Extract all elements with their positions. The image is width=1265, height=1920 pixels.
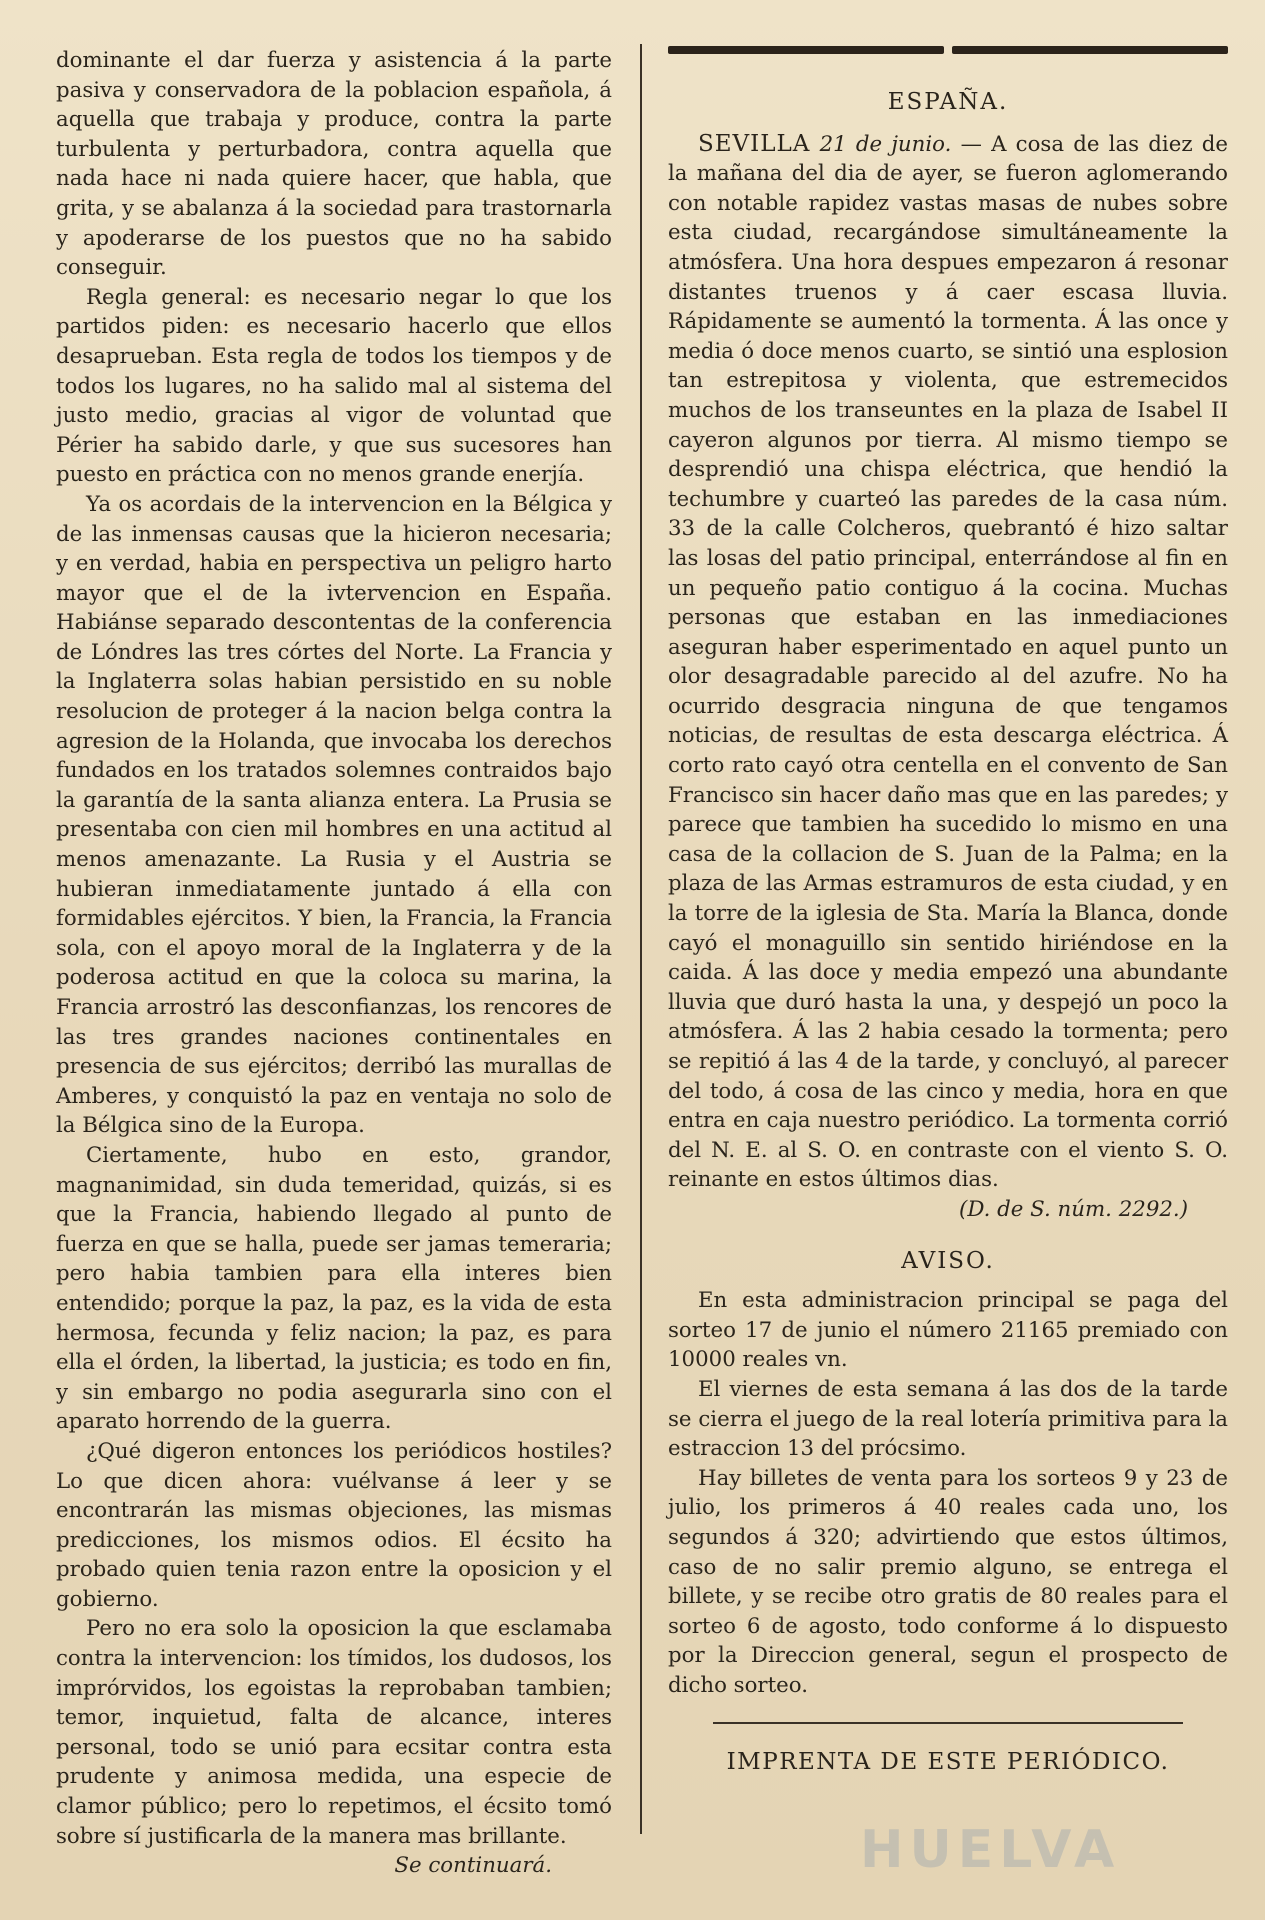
dateline-date: 21 de junio. (819, 131, 952, 157)
news-source-text: (D. de S. núm. 2292.) (959, 1196, 1188, 1222)
dateline-city: SEVILLA (698, 130, 811, 157)
aviso-paragraph-3: Hay billetes de venta para los sorteos 9 y 23 de julio, los primeros á 40 reales cada uno, los segundos á 320; advirtiendo que estos últimos, caso de no salir premio alguno, se entrega el billete, y se recibe otro gratis de 80 reales para el sorteo 6 de agosto, todo conforme á lo dispuesto por la Direccion general, segun el prospecto de dicho sorteo. (668, 1465, 1228, 1698)
left-paragraph-4: Ciertamente, hubo en esto, grandor, magnanimidad, sin duda temeridad, quizás, si es que la Francia, habiendo llegado al punto de fuerza en que se halla, puede ser jamas temeraria; pero habia tambien para ella interes bien entendido; porque la paz, la paz, es la vida de esta hermosa, fecunda y feliz nacion; la paz, es para ella el órden, la libertad, la justicia; es todo en fin, y sin embargo no podia asegurarla sino con el aparato horrendo de la guerra. (56, 1142, 612, 1435)
left-paragraph-5: ¿Qué digeron entonces los periódicos hostiles? Lo que dicen ahora: vuélvanse á leer y se encontrarán las mismas objeciones, las mismas predicciones, los mismos odios. El écsito ha probado quien tenia razon entre la oposicion y el gobierno. (56, 1438, 612, 1612)
library-watermark: HUELVA (860, 1820, 1121, 1880)
bottom-rule (713, 1722, 1183, 1724)
column-divider (640, 44, 642, 1834)
section-title-espana: ESPAÑA. (887, 89, 1009, 115)
section-title-aviso: AVISO. (901, 1247, 995, 1274)
continuation-note: Se continuará. (394, 1853, 552, 1879)
aviso-paragraph-2: El viernes de esta semana á las dos de la tarde se cierra el juego de la real lotería primitiva para la estraccion 13 del prócsimo. (668, 1376, 1228, 1462)
left-paragraph-6: Pero no era solo la oposicion la que esclamaba contra la intervencion: los tímidos, los dudosos, los imprórvidos, los egoistas la reprobaban tambien; temor, inquietud, falta de alcance, interes personal, todo se unió para ecsitar contra esta prudente y animosa medida, una especie de clamor público; pero lo repetimos, el écsito tomó sobre sí justificarla de la manera mas brillante. (56, 1616, 612, 1849)
left-column (56, 46, 612, 1881)
news-text: A cosa de las diez de la mañana del dia de ayer, se fueron aglomerando con notable rapidez vastas masas de nubes sobre esta ciudad, recargándose simultáneamente la atmósfera. Una hora despues empezaron á resonar distantes truenos y á caer escasa lluvia. Rápidamente se aumentó la tormenta. Á las once y media ó doce menos cuarto, se sintió una esplosion tan estrepitosa y violenta, que estremecidos muchos de los transeuntes en la plaza de Isabel II cayeron algunos por tierra. Al mismo tiempo se desprendió una chispa eléctrica, que hendió la techumbre y cuarteó las paredes de la casa núm. 33 de la calle Colcheros, quebrantó é hizo saltar las losas del patio principal, enterrándose al fin en un pequeño patio contiguo á la cocina. Muchas personas que estaban en las inmediaciones aseguran haber esperimentado en aquel punto un olor desagradable parecido al del azufre. No ha ocurrido desgracia ninguna de que tengamos noticias, de resultas de esta descarga eléctrica. Á corto rato cayó otra centella en el convento de San Francisco sin hacer daño mas que en las paredes; y parece que tambien ha sucedido lo mismo en una casa de la collacion de S. Juan de la Palma; en la plaza de las Armas estramuros de esta ciudad, y en la torre de la iglesia de Sta. María la Blanca, donde cayó el monaguillo sin sentido hiriéndose en la caida. Á las doce y media empezó una abundante lluvia que duró hasta la una, y despejó un poco la atmósfera. Á las 2 habia cesado la tormenta; pero se repitió á las 4 de la tarde, y concluyó, al parecer del todo, á cosa de las cinco y media, hora en que entra en caja nuestro periódico. La tormenta corrió del N. E. al S. O. en contraste con el viento S. O. reinante en estos últimos dias. (668, 131, 1228, 1193)
left-paragraph-2: Regla general: es necesario negar lo que los partidos piden: es necesario hacerlo que ellos desaprueban. Esta regla de todos los tiempos y de todos los lugares, no ha salido mal al sistema del justo medio, gracias al vigor de voluntad que Périer ha sabido darle, y que sus sucesores han puesto en práctica con no menos grande enerjía. (56, 284, 612, 488)
left-paragraph-1: dominante el dar fuerza y asistencia á la parte pasiva y conservadora de la poblacion española, á aquella que trabaja y produce, contra la parte turbulenta y perturbadora, contra aquella que nada hace ni nada quiere hacer, que habla, que grita, y se abalanza á la sociedad para trastornarla y apoderarse de los puestos que no ha sabido conseguir. (56, 48, 612, 281)
news-source (668, 1195, 1228, 1225)
top-rule (668, 46, 1228, 54)
aviso-paragraph-1: En esta administracion principal se paga del sorteo 17 de junio el número 21165 premiado con 10000 reales vn. (668, 1288, 1228, 1373)
imprint-line: IMPRENTA DE ESTE PERIÓDICO. (726, 1749, 1170, 1776)
left-paragraph-3: Ya os acordais de la intervencion en la Bélgica y de las inmensas causas que la hicieron necesaria; y en verdad, habia en perspectiva un peligro harto mayor que el de la ivtervencion en España. Habiánse separado descontentas de la conferencia de Lóndres las tres córtes del Norte. La Francia y la Inglaterra solas habian persistido en su noble resolucion de proteger á la nacion belga contra la agresion de la Holanda, que invocaba los derechos fundados en los tratados solemnes contraidos bajo la garantía de la santa alianza entera. La Prusia se presentaba con cien mil hombres en una actitud al menos amenazante. La Rusia y el Austria se hubieran inmediatamente juntado á ella con formidables ejércitos. Y bien, la Francia, la Francia sola, con el apoyo moral de la Inglaterra y de la poderosa actitud en que la coloca su marina, la Francia arrostró las desconfianzas, los rencores de las tres grandes naciones continentales en presencia de sus ejércitos; derribó las murallas de Amberes, y conquistó la paz en ventaja no solo de la Bélgica sino de la Europa. (56, 491, 612, 1139)
news-paragraph: SEVILLA 21 de junio. — A cosa de las diez de la mañana del dia de ayer, se fueron aglomerando con notable rapidez vastas masas de nubes sobre esta ciudad, recargándose simultáneamente la atmósfera. Una hora despues empezaron á resonar distantes truenos y á caer escasa lluvia. Rápidamente se aumentó la tormenta. Á las once y media ó doce menos cuarto, se sintió una esplosion tan estrepitosa y violenta, que estremecidos muchos de los transeuntes en la plaza de Isabel II cayeron algunos por tierra. Al mismo tiempo se desprendió una chispa eléctrica, que hendió la techumbre y cuarteó las paredes de la casa núm. 33 de la calle Colcheros, quebrantó é hizo saltar las losas del patio principal, enterrándose al fin en un pequeño patio contiguo á la cocina. Muchas personas que estaban en las inmediaciones aseguran haber esperimentado en aquel punto un olor desagradable parecido al del azufre. No ha ocurrido desgracia ninguna de que tengamos noticias, de resultas de esta descarga eléctrica. Á corto rato cayó otra centella en el convento de San Francisco sin hacer daño mas que en las paredes; y parece que tambien ha sucedido lo mismo en una casa de la collacion de S. Juan de la Palma; en la plaza de las Armas estramuros de esta ciudad, y en la torre de la iglesia de Sta. María la Blanca, donde cayó el monaguillo sin sentido hiriéndose en la caida. Á las doce y media empezó una abundante lluvia que duró hasta la una, y despejó un poco la atmósfera. Á las 2 habia cesado la tormenta; pero se repitió á las 4 de la tarde, y concluyó, al parecer del todo, á cosa de las cinco y media, hora en que entra en caja nuestro periódico. La tormenta corrió del N. E. al S. O. en contraste con el viento S. O. reinante en estos últimos dias. (668, 130, 1228, 1193)
right-column (668, 46, 1228, 1778)
